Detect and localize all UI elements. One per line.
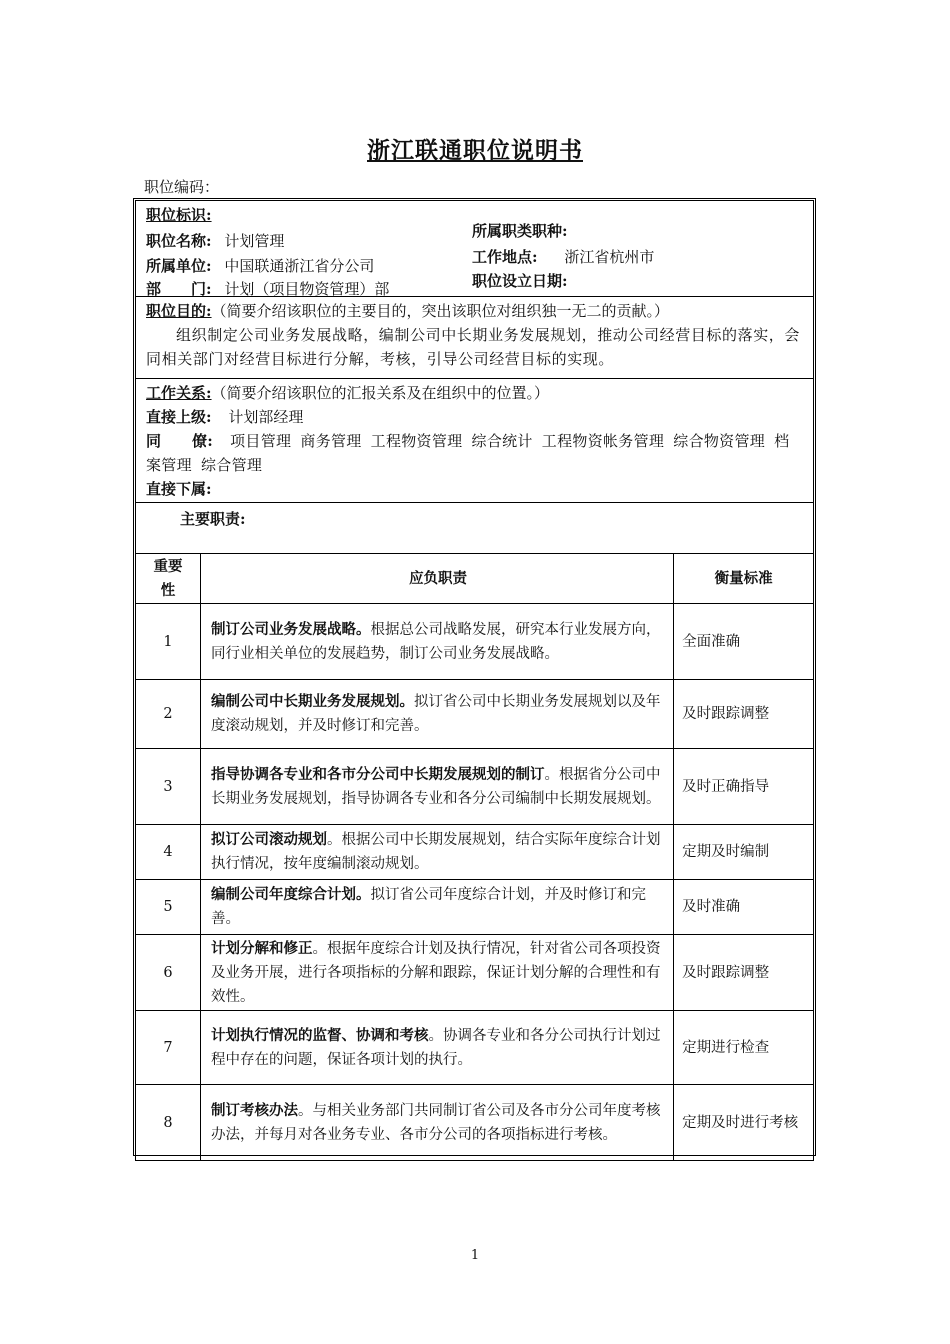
responsibility-title: 制订公司业务发展战略。 <box>210 620 371 638</box>
responsibility-text: 。根据年度综合计划及执行情况，针对省公司各项投资及业务开展，进行各项指标的分解和跟踪，保证计划分解的合理性和有效性。 <box>210 940 661 1005</box>
dept-value: 计划（项目物资管理）部 <box>224 280 390 298</box>
duties-label: 主要职责: <box>180 510 246 528</box>
responsibility-title: 编制公司年度综合计划。 <box>210 886 371 903</box>
responsibility-title: 制订考核办法 <box>210 1101 298 1119</box>
date-label: 职位设立日期: <box>472 272 568 290</box>
position-name-label: 职位名称: <box>146 232 212 250</box>
location-row <box>472 247 654 267</box>
location-label: 工作地点: <box>472 248 538 266</box>
standard-cell: 定期及时进行考核 <box>674 1085 814 1161</box>
standard-header: 衡量标准 <box>674 554 814 604</box>
row-number: 7 <box>136 1011 201 1085</box>
responsibility-title: 拟订公司滚动规划 <box>210 831 327 848</box>
identity-section-label: 职位标识: <box>146 206 212 224</box>
purpose-hint: （简要介绍该职位的主要目的，突出该职位对组织独一无二的贡献。） <box>211 302 670 320</box>
row-number: 3 <box>136 749 201 825</box>
responsibility-cell <box>200 749 673 825</box>
superior-label: 直接上级: <box>146 408 212 426</box>
responsibility-cell <box>200 880 673 935</box>
responsibility-text: 拟订省公司中长期业务发展规划以及年度滚动规划，并及时修订和完善。 <box>210 694 661 734</box>
page-number: 1 <box>470 1248 480 1263</box>
table-row <box>136 880 814 935</box>
row-number: 5 <box>136 880 201 935</box>
info-frame <box>135 200 814 554</box>
position-code-label: 职位编码： <box>144 178 220 196</box>
responsibility-text: 。协调各专业和各分公司执行计划过程中存在的问题，保证各项计划的执行。 <box>210 1027 661 1068</box>
responsibility-title: 指导协调各专业和各市分公司中长期发展规划的制订 <box>210 765 545 783</box>
peers-row <box>146 429 803 477</box>
responsibility-text: 根据总公司战略发展，研究本行业发展方向，同行业相关单位的发展趋势，制订公司业务发展战略。 <box>210 621 661 662</box>
responsibility-title: 计划分解和修正 <box>210 939 313 957</box>
position-name-value: 计划管理 <box>224 232 285 250</box>
standard-cell: 及时正确指导 <box>674 749 814 825</box>
responsibility-header: 应负职责 <box>200 554 673 604</box>
responsibility-text: 。根据公司中长期发展规划，结合实际年度综合计划执行情况，按年度编制滚动规划。 <box>210 832 661 872</box>
duties-table <box>135 553 814 1161</box>
responsibility-cell <box>200 680 673 749</box>
row-number: 1 <box>136 604 201 680</box>
unit-row <box>146 256 374 276</box>
relations-section <box>136 379 813 503</box>
duties-heading-section <box>136 503 813 553</box>
responsibility-text: 。与相关业务部门共同制订省公司及各市分公司年度考核办法，并每月对各业务专业、各市分公司的各项指标进行考核。 <box>210 1102 661 1143</box>
row-number: 8 <box>136 1085 201 1161</box>
dept-row <box>146 279 389 299</box>
purpose-label: 职位目的: <box>146 302 212 320</box>
row-number: 4 <box>136 825 201 880</box>
standard-cell: 定期及时编制 <box>674 825 814 880</box>
responsibility-text: 拟订省公司年度综合计划，并及时修订和完善。 <box>210 887 646 927</box>
table-row <box>136 604 814 680</box>
peers-label: 同 僚: <box>146 432 214 450</box>
standard-cell: 全面准确 <box>674 604 814 680</box>
responsibility-title: 计划执行情况的监督、协调和考核 <box>210 1026 429 1044</box>
importance-header: 重要性 <box>136 554 201 604</box>
unit-label: 所属单位: <box>146 257 212 275</box>
dept-label: 部 门: <box>146 280 212 298</box>
responsibility-cell <box>200 935 673 1011</box>
standard-cell: 定期进行检查 <box>674 1011 814 1085</box>
purpose-heading <box>146 299 803 323</box>
table-row <box>136 1011 814 1085</box>
responsibility-text: 。根据省分公司中长期业务发展规划，指导协调各专业和各分公司编制中长期发展规划。 <box>210 766 661 807</box>
table-row <box>136 680 814 749</box>
superior-row <box>146 405 803 429</box>
responsibility-cell <box>200 604 673 680</box>
unit-value: 中国联通浙江省分公司 <box>224 257 375 275</box>
standard-cell: 及时跟踪调整 <box>674 680 814 749</box>
position-name-row <box>146 231 284 251</box>
location-value: 浙江省杭州市 <box>564 248 655 266</box>
document-title: 浙江联通职位说明书 <box>367 137 583 164</box>
duties-header-row <box>136 554 814 604</box>
table-row <box>136 935 814 1011</box>
responsibility-cell <box>200 1085 673 1161</box>
peers-value: 项目管理 商务管理 工程物资管理 综合统计 工程物资帐务管理 综合物资管理 档案管理 综合管理 <box>146 432 790 474</box>
relations-hint: （简要介绍该职位的汇报关系及在组织中的位置。） <box>211 384 550 402</box>
superior-value: 计划部经理 <box>228 408 304 426</box>
identity-section <box>136 201 813 297</box>
row-number: 2 <box>136 680 201 749</box>
purpose-section <box>136 297 813 379</box>
responsibility-cell <box>200 1011 673 1085</box>
responsibility-title: 编制公司中长期业务发展规划。 <box>210 693 414 710</box>
standard-cell: 及时跟踪调整 <box>674 935 814 1011</box>
standard-cell: 及时准确 <box>674 880 814 935</box>
table-row <box>136 825 814 880</box>
table-row <box>136 1085 814 1161</box>
responsibility-cell <box>200 825 673 880</box>
category-label: 所属职类职种: <box>472 222 568 240</box>
relations-label: 工作关系: <box>146 384 212 402</box>
relations-heading <box>146 381 803 405</box>
table-row <box>136 749 814 825</box>
row-number: 6 <box>136 935 201 1011</box>
purpose-text: 组织制定公司业务发展战略，编制公司中长期业务发展规划，推动公司经营目标的落实，会同相关部门对经营目标进行分解，考核，引导公司经营目标的实现。 <box>146 326 801 368</box>
subordinate-label: 直接下属: <box>146 480 212 498</box>
